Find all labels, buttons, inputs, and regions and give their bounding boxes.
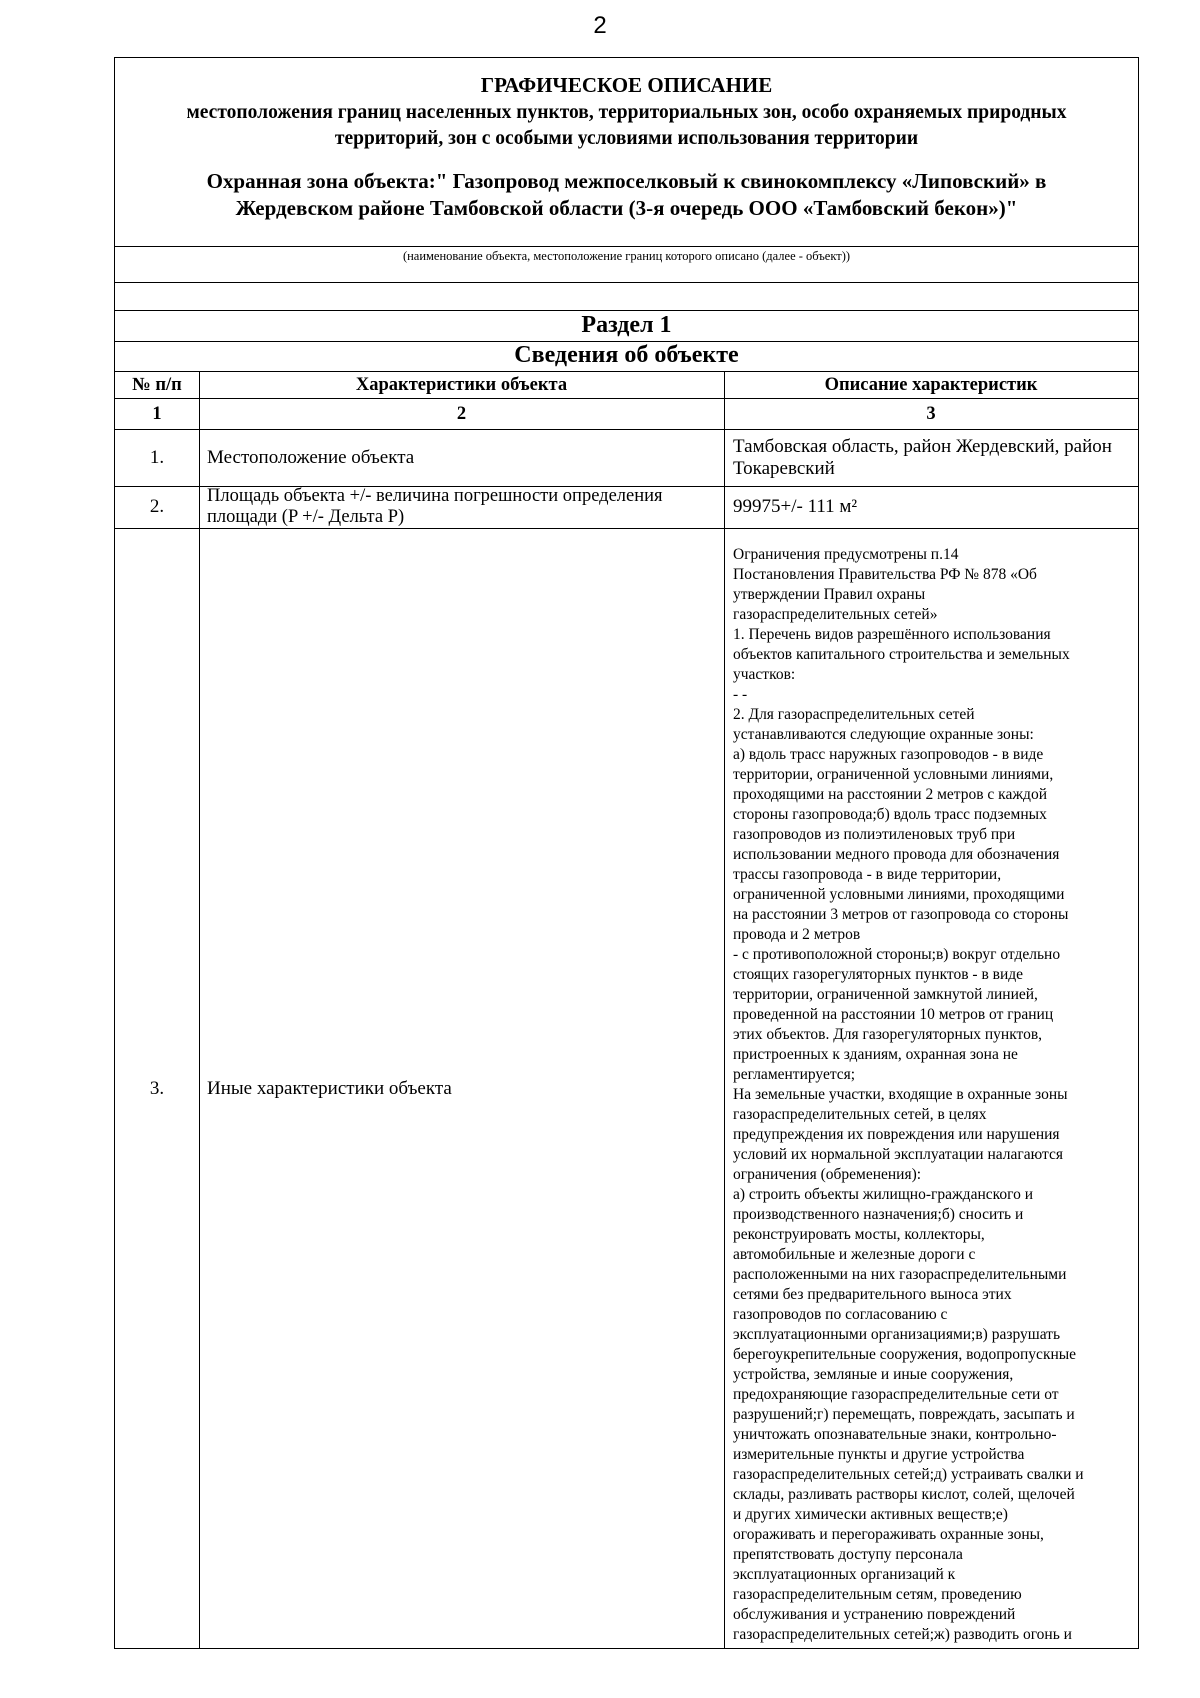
row-3-num: 3. [149,1077,165,1099]
document-frame [114,57,1139,1649]
row-3-desc-line: газораспределительным сетям, проведению [733,1586,1022,1603]
row-3-name: Иные характеристики объекта [207,1077,452,1099]
row-1-name: Местоположение объекта [207,446,415,468]
document-subtitle: местоположения границ населенных пунктов, территориальных зон, особо охраняемых природных территорий, зон с особыми условиями использования территории [186,102,1067,149]
row-3-desc-line: газопроводов из полиэтиленовых труб при [733,826,1016,843]
row-3-desc-line: провода и 2 метров [733,926,861,943]
row-1-desc: Тамбовская область, район Жердевский, район Токаревский [733,435,1112,479]
row-3-desc-line: а) вдоль трасс наружных газопроводов - в виде [733,746,1044,763]
row-3-desc-line: трассы газопровода - в виде территории, [733,866,1002,883]
row-3-desc-line: ограниченной условными линиями, проходящими [733,886,1065,903]
row-3-desc-line: автомобильные и железные дороги с [733,1246,976,1263]
row-3-desc-line: обслуживания и устранению повреждений [733,1606,1016,1623]
row-3-desc-line: склады, разливать растворы кислот, солей, щелочей [733,1486,1075,1503]
row-3-desc-line: газораспределительных сетей;ж) разводить огонь и [733,1626,1072,1643]
row-3-desc-line: регламентируется; [733,1066,856,1083]
row-3-desc-line: измерительные пункты и другие устройства [733,1446,1025,1463]
row-3-desc-line: территории, ограниченной замкнутой линией, [733,986,1038,1003]
row-3-desc-line: устройства, земляные и иные сооружения, [733,1366,1014,1383]
row-3-desc-line: 2. Для газораспределительных сетей [733,706,975,723]
row-3-desc-line: объектов капитального строительства и земельных [733,646,1070,663]
row-3-desc-line: предохраняющие газораспределительные сети от [733,1386,1059,1403]
row-3-desc-line: производственного назначения;б) сносить и [733,1206,1024,1223]
row-2-desc: 99975+/- 111 м² [733,496,858,517]
section-number: Раздел 1 [581,312,672,338]
row-3-desc-line: условий их нормальной эксплуатации налагаются [733,1146,1063,1163]
row-3-desc-line: территории, ограниченной условными линиями, [733,766,1054,783]
section-title: Сведения об объекте [514,342,739,368]
row-3-desc-line: газораспределительных сетей, в целях [733,1106,987,1123]
row-2-num: 2. [149,496,165,517]
column-divider [724,372,725,1648]
row-3-desc-line: устанавливаются следующие охранные зоны: [733,726,1034,743]
row-3-desc-line: препятствовать доступу персонала [733,1546,963,1563]
row-3-desc-line: берегоукрепительные сооружения, водопропускные [733,1346,1077,1363]
col-number-3: 3 [926,403,936,424]
row-3-desc-line: - с противоположной стороны;в) вокруг отдельно [733,946,1061,963]
document-title: ГРАФИЧЕСКОЕ ОПИСАНИЕ [480,73,773,97]
row-3-desc-line: использовании медного провода для обозначения [733,846,1060,863]
column-divider [199,372,200,1648]
row-3-desc-line: участков: [733,666,796,683]
row-3-desc-line: газораспределительных сетей» [733,606,938,623]
table-header-num: № п/п [132,374,182,395]
row-2-name: Площадь объекта +/- величина погрешности определения площади (P +/- Дельта P) [207,486,663,527]
divider [115,310,1138,311]
col-number-2: 2 [456,403,467,424]
row-3-desc-line: 1. Перечень видов разрешённого использования [733,626,1051,643]
row-3-desc-line: расположенными на них газораспределительными [733,1266,1067,1283]
object-name: Охранная зона объекта:" Газопровод межпоселковый к свинокомплексу «Липовский» в Жердевском районе Тамбовской области (3-я очередь ООО «Тамбовский бекон»)" [206,169,1047,220]
row-3-desc-line: уничтожать опознавательные знаки, контрольно- [733,1426,1057,1443]
page-number: 2 [593,12,607,39]
row-3-desc-line: реконструировать мосты, коллекторы, [733,1226,985,1243]
col-number-1: 1 [152,403,162,424]
row-3-desc-line: сетями без предварительного выноса этих [733,1286,1012,1303]
row-3-desc-line: Постановления Правительства РФ № 878 «Об [733,566,1037,583]
row-3-desc-line: утверждении Правил охраны [733,586,926,603]
row-3-desc-line: пристроенных к зданиям, охранная зона не [733,1046,1018,1063]
row-3-desc-line: проходящими на расстоянии 2 метров с каждой [733,786,1047,803]
row-3-desc-line: предупреждения их повреждения или нарушения [733,1126,1060,1143]
divider [115,282,1138,283]
row-3-desc-line: а) строить объекты жилищно-гражданского и [733,1186,1034,1203]
row-3-desc-line: - - [733,686,748,703]
row-1-num: 1. [149,446,165,468]
row-3-desc-line: На земельные участки, входящие в охранные зоны [733,1086,1068,1103]
row-3-desc-line: ограничения (обременения): [733,1166,922,1183]
row-3-desc-line: стороны газопровода;б) вдоль трасс подземных [733,806,1047,823]
table-header-characteristics: Характеристики объекта [355,374,568,395]
table-header-description: Описание характеристик [824,374,1038,395]
row-3-desc-line: газораспределительных сетей;д) устраивать свалки и [733,1466,1084,1483]
row-3-desc [733,545,1137,1645]
row-3-desc-line: эксплуатационных организаций к [733,1566,956,1583]
row-3-desc-line: стоящих газорегуляторных пунктов - в виде [733,966,1024,983]
row-3-desc-line: огораживать и перегораживать охранные зоны, [733,1526,1044,1543]
row-3-desc-line: и других химически активных веществ;е) [733,1506,1008,1523]
row-3-desc-line: проведенной на расстоянии 10 метров от границ [733,1006,1054,1023]
row-3-desc-line: на расстоянии 3 метров от газопровода со стороны [733,906,1069,923]
row-3-desc-line: газопроводов по согласованию с [733,1306,948,1323]
divider [115,246,1138,247]
object-caption: (наименование объекта, местоположение границ которого описано (далее - объект)) [402,249,851,263]
row-3-desc-line: эксплуатационными организациями;в) разрушать [733,1326,1061,1343]
row-3-desc-line: разрушений;г) перемещать, повреждать, засыпать и [733,1406,1075,1423]
row-3-desc-line: этих объектов. Для газорегуляторных пунктов, [733,1026,1043,1043]
row-3-desc-line: Ограничения предусмотрены п.14 [733,546,959,563]
